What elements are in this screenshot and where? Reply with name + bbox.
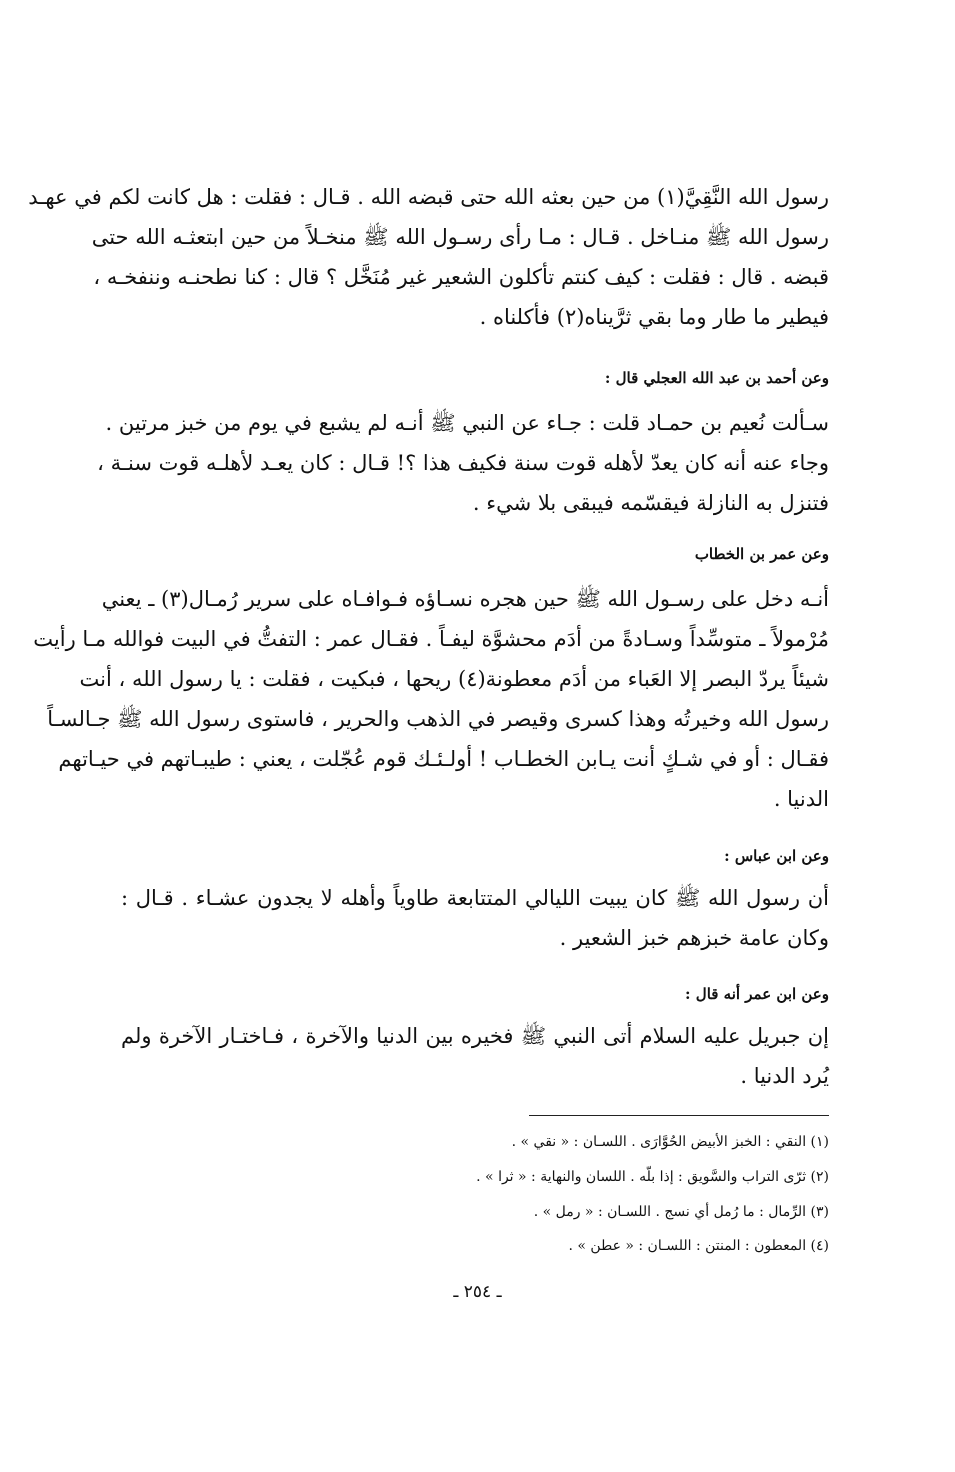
paragraph-2-line-2: وجاء عنه أنه كان يعدّ لأهله قوت سنة فكيف هذا ؟! قـال : كان يعـد لأهلـه قوت سنـة ،	[97, 451, 829, 475]
footnote-3: (٣) الرِّمال : ما رُمل أي نسج . اللسـان : « رمل » .	[533, 1204, 829, 1220]
paragraph-5-line-2: يُرد الدنيا .	[740, 1064, 829, 1088]
paragraph-3-line-5: فقـال : أو في شـكٍ أنت يـابن الخطـاب ! أولـئـك قوم عُجّلت ، يعني : طيبـاتهم في حيـاتهم	[58, 747, 829, 771]
section-heading-ajli: وعن أحمد بن عبد الله العجلي قال :	[604, 369, 829, 387]
section-heading-ibn-abbas: وعن ابن عباس :	[724, 847, 829, 865]
paragraph-5-line-1: إن جبريل عليه السلام أتى النبي ﷺ فخيره بين الدنيا والآخرة ، فـاختـار الآخرة ولم	[121, 1024, 829, 1048]
paragraph-1-line-4: فيطير ما طار وما بقي ثرَّيناه(٢) فأكلناه .	[479, 305, 829, 329]
paragraph-1-line-2: رسول الله ﷺ منـاخل . قـال : مـا رأى رسـول الله ﷺ منخـلاً من حين ابتعثـه الله حتى	[91, 225, 829, 249]
paragraph-1-line-1: رسول الله النَّقِيَّ(١) من حين بعثه الله حتى قبضه الله . قـال : فقلت : هل كانت لكم في عهـد	[28, 185, 829, 209]
page-number: ـ ٢٥٤ ـ	[453, 1282, 502, 1302]
paragraph-4-line-1: أن رسول الله ﷺ كان يبيت الليالي المتتابعة طاوياً وأهله لا يجدون عشـاء . قـال :	[121, 886, 829, 910]
paragraph-2-line-1: سـألت نُعيم بن حمـاد قلت : جـاء عن النبي ﷺ أنـه لم يشبع في يوم من خبز مرتين .	[105, 411, 829, 435]
section-heading-umar: وعن عمر بن الخطاب	[694, 545, 829, 563]
paragraph-3-line-1: أنـه دخل على رسـول الله ﷺ حين هجره نسـاؤه فـوافـاه على سرير رُمـال(٣) ـ يعني	[101, 587, 829, 611]
paragraph-2-line-3: فتنزل به النازلة فيقسّمه فيبقى بلا شيء .	[472, 491, 829, 515]
section-heading-ibn-umar: وعن ابن عمر أنه قال :	[685, 985, 829, 1003]
paragraph-3-line-3: شيئاً يردّ البصر إلا العَباء من أدَم معطونة(٤) ريحها ، فبكيت ، فقلت : يا رسول الله ، أنت	[79, 667, 829, 691]
paragraph-1-line-3: قبضه . قال : فقلت : كيف كنتم تأكلون الشعير غير مُنَخَّل ؟ قال : كنا نطحنـه وننفخـه ،	[93, 265, 829, 289]
paragraph-4-line-2: وكان عامة خبزهم خبز الشعير .	[559, 926, 829, 950]
footnote-separator	[529, 1115, 829, 1116]
footnote-4: (٤) المعطون : المنتن : اللسـان : « عطن » .	[568, 1238, 829, 1254]
paragraph-3-line-2: مُرْمولاً ـ متوسِّداً وسـادةً من أدَم محشوَّة ليفـاً . فقـال عمر : التفتُّ في البيت فوالله مـا رأيت	[33, 627, 829, 651]
footnote-1: (١) النقي : الخبز الأبيض الحُوَّارَى . اللسـان : « نقي » .	[511, 1134, 829, 1150]
footnote-2: (٢) ثرّى التراب والسَّويق : إذا بلّه . اللسان والنهاية : « ثرا » .	[476, 1169, 829, 1185]
paragraph-3-line-6: الدنيا .	[773, 787, 829, 811]
paragraph-3-line-4: رسول الله وخيرتُه وهذا كسرى وقيصر في الذهب والحرير ، فاستوى رسول الله ﷺ جـالسـاً	[47, 707, 829, 731]
